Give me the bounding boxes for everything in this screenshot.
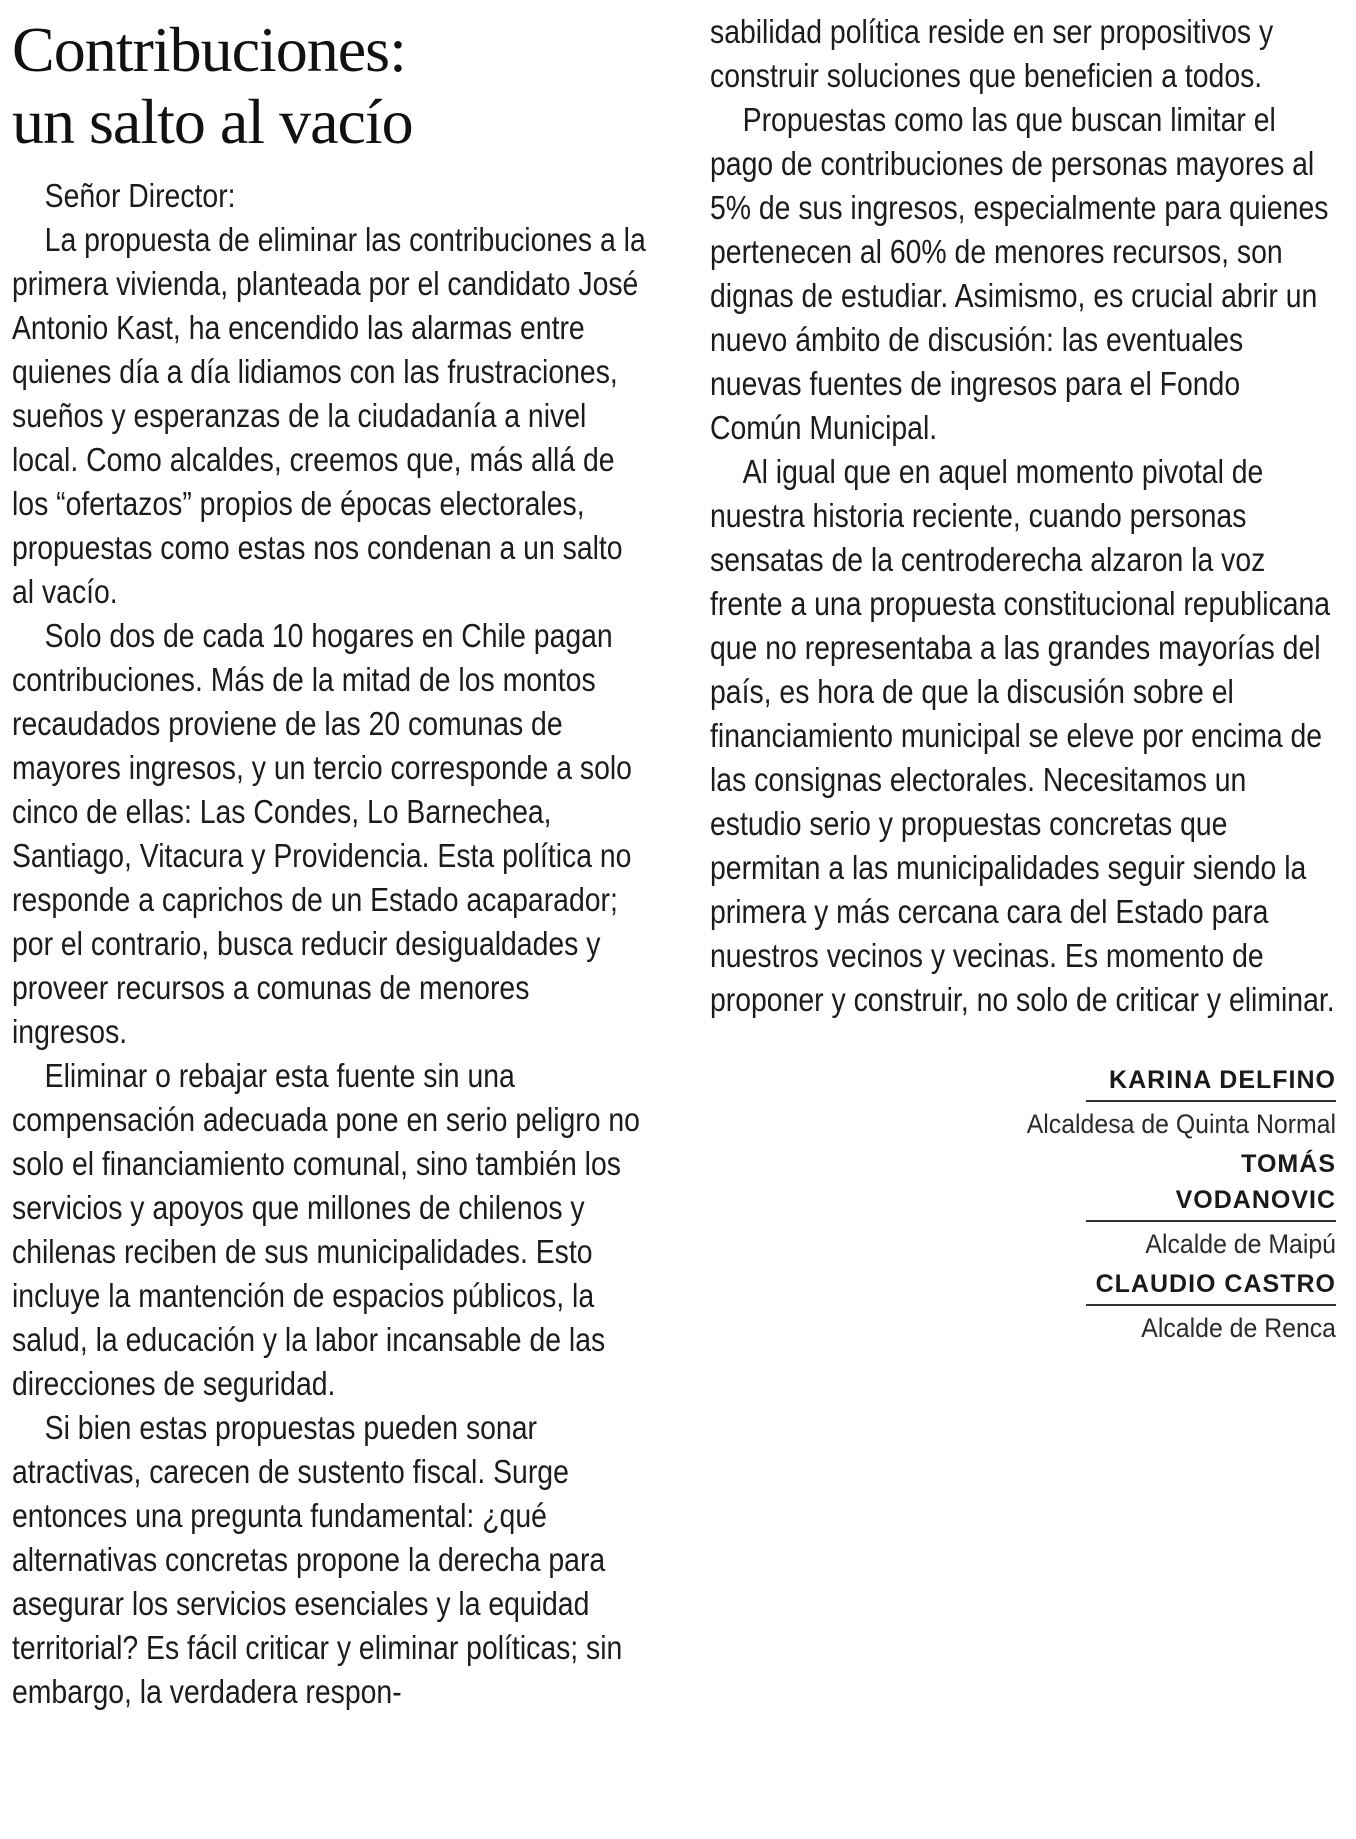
headline bbox=[12, 14, 652, 158]
paragraph-1: La propuesta de eliminar las contribuciones a la primera vivienda, planteada por el candidato José Antonio Kast, ha encendido las alarmas entre quienes día a día lidiamos con las frustraciones, sueños y esperanzas de la ciudadanía a nivel local. Como alcaldes, creemos que, más allá de los “ofertazos” propios de épocas electorales, propuestas como estas nos condenan a un salto al vacío. bbox=[12, 221, 646, 610]
paragraph-6: Al igual que en aquel momento pivotal de nuestra historia reciente, cuando personas sensatas de la centroderecha alzaron la voz frente a una propuesta constitucional republicana que no representaba a las grandes mayorías del país, es hora de que la discusión sobre el financiamiento municipal se eleve por encima de las consignas electorales. Necesitamos un estudio serio y propuestas concretas que permitan a las municipalidades seguir siendo la primera y más cercana cara del Estado para nuestros vecinos y vecinas. Es momento de proponer y construir, no solo de criticar y eliminar. bbox=[710, 453, 1335, 1018]
paragraph-4: Si bien estas propuestas pueden sonar atractivas, carecen de sustento fiscal. Surge entonces una pregunta fundamental: ¿qué alternativas concretas propone la derecha para asegurar los servicios esenciales y la equidad territorial? Es fácil criticar y eliminar políticas; sin embargo, la verdadera respon- bbox=[12, 1409, 623, 1710]
signature-role: Alcalde de Maipú bbox=[1145, 1229, 1336, 1259]
left-column bbox=[12, 0, 652, 1714]
paragraph-3: Eliminar o rebajar esta fuente sin una compensación adecuada pone en serio peligro no solo el financiamiento comunal, sino también los servicios y apoyos que millones de chilenos y chilenas reciben de sus municipalidades. Esto incluye la mantención de espacios públicos, la salud, la educación y la labor incansable de las direcciones de seguridad. bbox=[12, 1057, 640, 1402]
paragraph-continuation: sabilidad política reside en ser propositivos y construir soluciones que beneficien a todos. bbox=[710, 13, 1274, 94]
right-column bbox=[710, 0, 1336, 1343]
salutation: Señor Director: bbox=[44, 177, 236, 214]
signature-name: KARINA DELFINO bbox=[1086, 1062, 1336, 1102]
signature-name: CLAUDIO CASTRO bbox=[1086, 1266, 1336, 1306]
signature-block bbox=[936, 1146, 1336, 1266]
signatures bbox=[936, 1062, 1336, 1350]
paragraph-5: Propuestas como las que buscan limitar el pago de contribuciones de personas mayores al 5% de sus ingresos, especialmente para quienes pertenecen al 60% de menores recursos, son dignas de estudiar. Asimismo, es crucial abrir un nuevo ámbito de discusión: las eventuales nuevas fuentes de ingresos para el Fondo Común Municipal. bbox=[710, 101, 1329, 446]
right-body bbox=[710, 10, 1336, 1022]
headline-line-1: Contribuciones: bbox=[12, 14, 406, 85]
paragraph-2: Solo dos de cada 10 hogares en Chile pagan contribuciones. Más de la mitad de los montos recaudados proviene de las 20 comunas de mayores ingresos, y un tercio corresponde a solo cinco de ellas: Las Condes, Lo Barnechea, Santiago, Vitacura y Providencia. Esta política no responde a caprichos de un Estado acaparador; por el contrario, busca reducir desigualdades y proveer recursos a comunas de menores ingresos. bbox=[12, 617, 632, 1050]
signature-role: Alcalde de Renca bbox=[1141, 1313, 1336, 1343]
left-body bbox=[12, 174, 652, 1714]
headline-line-2: un salto al vacío bbox=[12, 86, 413, 157]
signature-block bbox=[936, 1266, 1336, 1350]
signature-name: TOMÁS VODANOVIC bbox=[1086, 1146, 1336, 1222]
signature-role: Alcaldesa de Quinta Normal bbox=[1026, 1109, 1336, 1139]
signature-block bbox=[936, 1062, 1336, 1146]
